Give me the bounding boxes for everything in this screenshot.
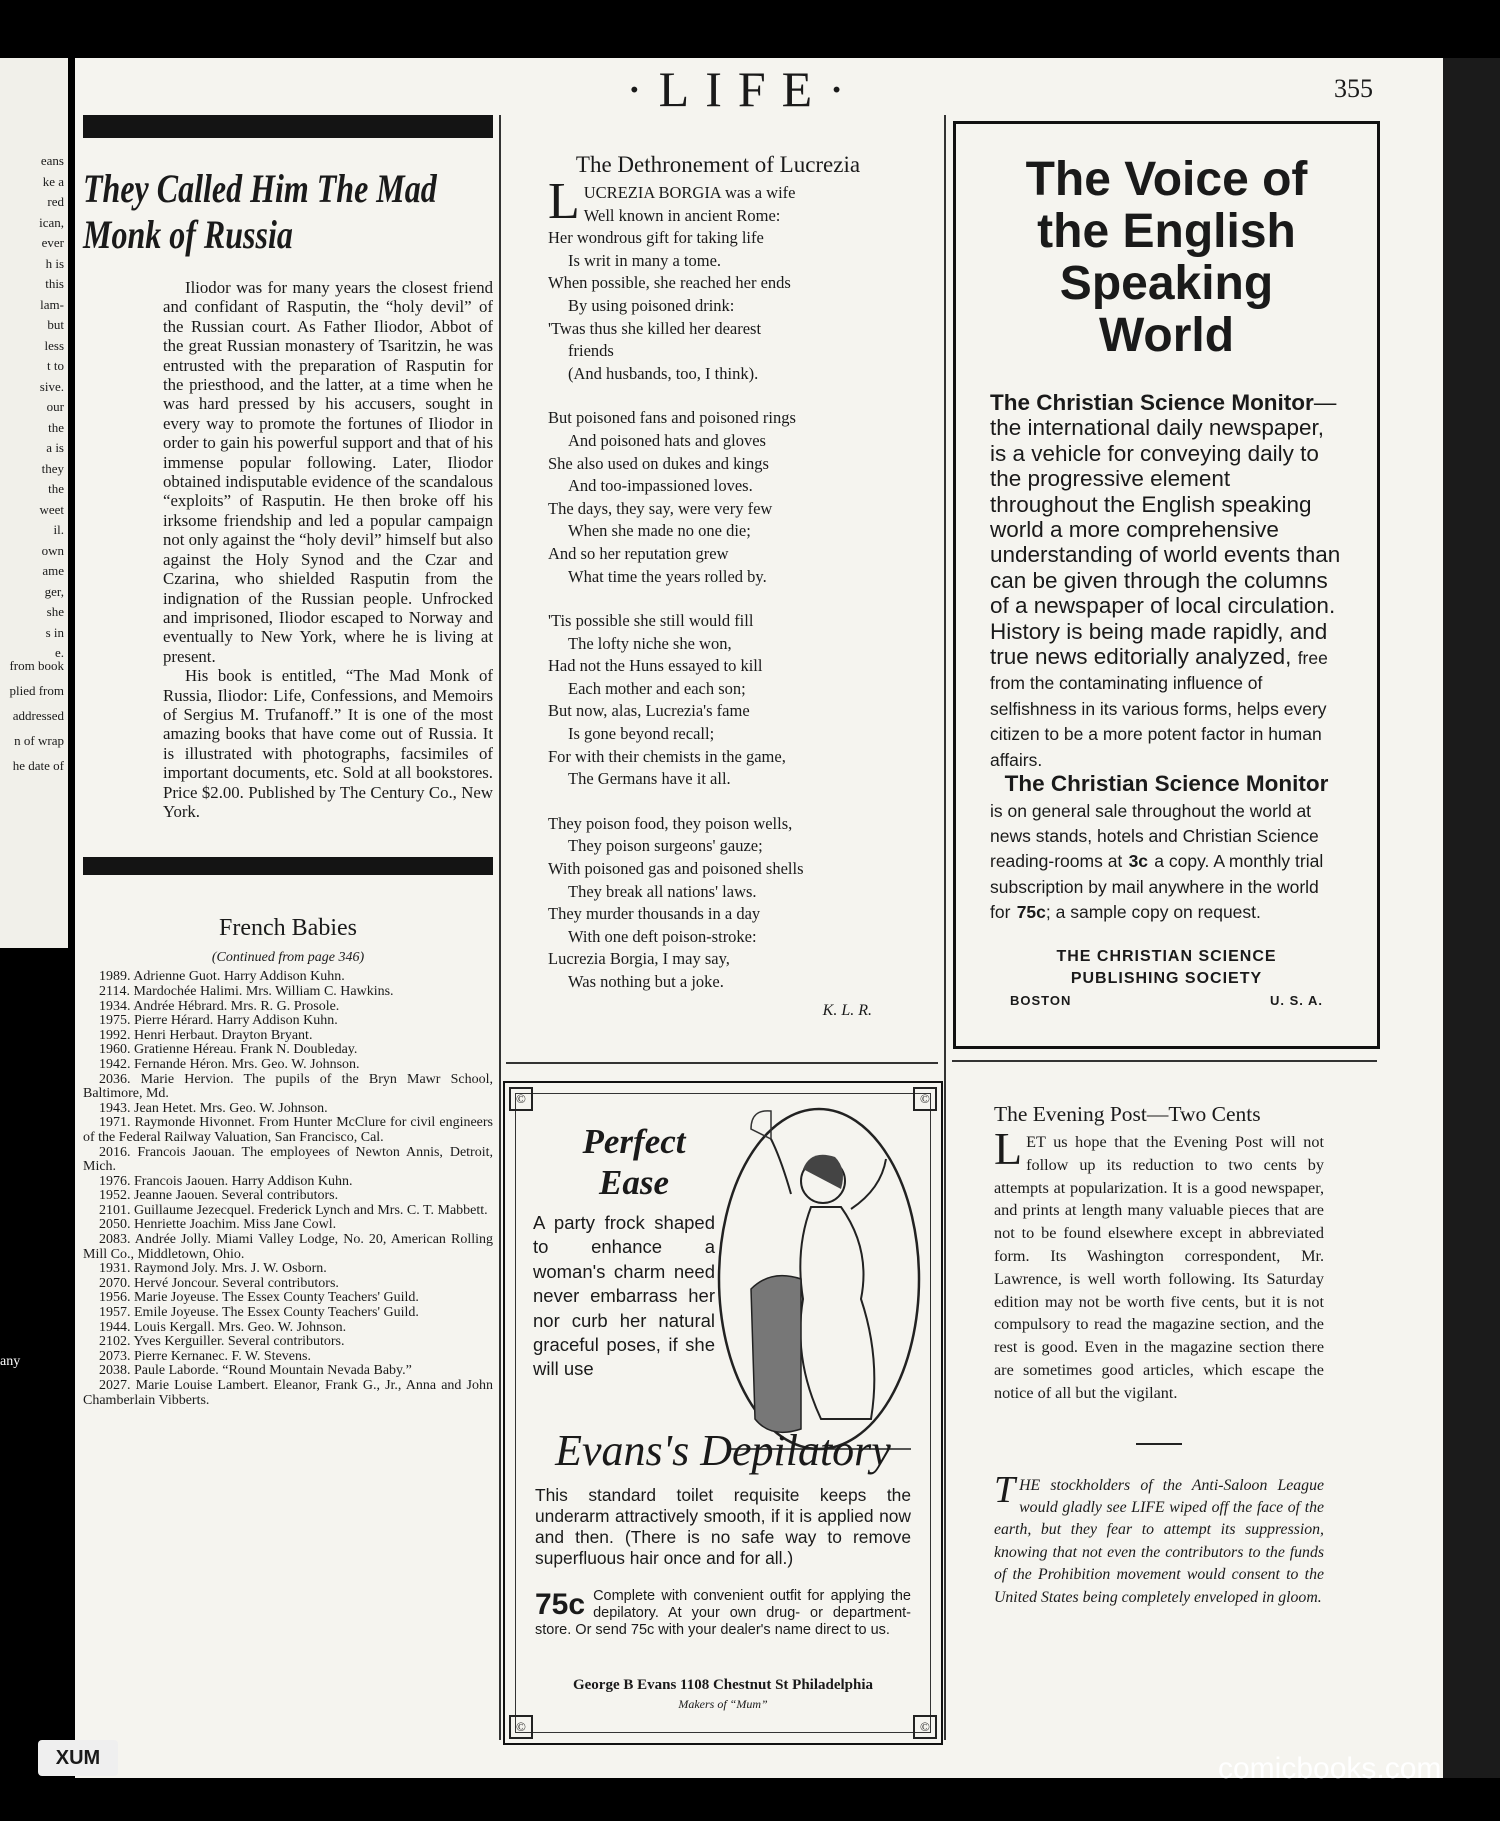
fragment-text: ame	[42, 563, 64, 578]
list-item: 2038. Paule Laborde. “Round Mountain Nevada Baby.”	[99, 1363, 412, 1379]
fragment-text: addressed	[12, 708, 64, 723]
ad-body	[990, 390, 1343, 924]
section-subtitle: (Continued from page 346)	[211, 950, 365, 966]
section-rule	[506, 1062, 938, 1064]
poem-line: friends	[568, 341, 614, 361]
list-item: 2036. Marie Hervion. The pupils of the Bryn Mawr School, Baltimore, Md.	[83, 1071, 493, 1102]
list-item: 1960. Gratienne Héreau. Frank N. Doubleday.	[99, 1042, 358, 1058]
fragment-text: lam-	[40, 296, 64, 312]
list-item: 1957. Emile Joyeuse. The Essex County Teachers' Guild.	[99, 1305, 419, 1321]
poem-line: They murder thousands in a day	[548, 904, 761, 924]
list-item: 1976. Francois Jaouen. Harry Addison Kuhn.	[99, 1173, 353, 1189]
article-title: They Called Him The Mad Monk of Russia	[83, 166, 437, 257]
side-label: XUM	[38, 1740, 118, 1776]
list-item: 2027. Marie Louise Lambert. Eleanor, Frank G., Jr., Anna and John Chamberlain Vibberts.	[83, 1378, 493, 1408]
fragment-text: he date of	[12, 758, 64, 773]
fragment-text: less	[44, 337, 64, 353]
poem-stanza	[548, 813, 888, 994]
page-number: 355	[1334, 74, 1373, 103]
ad-price: 3c	[1128, 851, 1149, 872]
ad-bold-text: The Christian Science Monitor	[1004, 771, 1329, 797]
list-item: 1971. Raymonde Hivonnet. From Hunter McClure for civil engineers of the Federal Railway Valuation, San Francisco, Cal.	[83, 1115, 493, 1145]
editorial-title: The Evening Post—Two Cents	[994, 1102, 1261, 1126]
heading-bar	[83, 115, 493, 138]
list-item: 2050. Henriette Joachim. Miss Jane Cowl.	[99, 1217, 337, 1233]
column-rule-2	[944, 115, 946, 1740]
fragment-text: plied from	[9, 683, 64, 698]
watermark-credit: comicbooks.com	[1218, 1752, 1442, 1785]
adjacent-page-fragment	[0, 58, 68, 948]
list-item: 2083. Andrée Jolly. Miami Valley Lodge, No. 20, American Rolling Mill Co., Middletown, Ohio.	[83, 1232, 493, 1262]
ad-brand: Evans's Depilatory	[555, 1426, 891, 1475]
poem-line: By using poisoned drink:	[568, 295, 735, 315]
poem-line: When possible, she reached her ends	[548, 273, 791, 293]
fragment-text: any	[0, 1354, 21, 1369]
poem-line: Well known in ancient Rome:	[583, 205, 781, 225]
poem-line: They poison food, they poison wells,	[548, 813, 793, 833]
fragment-text: il.	[53, 522, 64, 537]
poem-signature: K. L. R.	[822, 1001, 872, 1019]
evans-depilatory-ad	[503, 1081, 943, 1745]
ornament-icon: ©	[509, 1087, 533, 1111]
poem-line: But now, alas, Lucrezia's fame	[548, 701, 750, 721]
fragment-text: n of wrap	[14, 733, 64, 748]
list-item: 2114. Mardochée Halimi. Mrs. William C. Hawkins.	[99, 983, 394, 999]
poem-line: With one deft poison-stroke:	[568, 926, 757, 946]
list-item: 1992. Henri Herbaut. Drayton Bryant.	[99, 1027, 313, 1043]
fragment-text: own	[41, 542, 64, 558]
fragment-text: ger,	[44, 583, 64, 599]
poem-line: 'Tis possible she still would fill	[548, 611, 754, 631]
list-item: 1952. Jeanne Jaouen. Several contributors.	[99, 1188, 339, 1204]
ad-body: This standard toilet requisite keeps the underarm attractively smooth, if it is applied now and then. (There is no safe way to remove superfluous hair once and for all.)	[535, 1485, 911, 1568]
ad-small-text: free from the contaminating influence of selfishness in its various forms, helps every citizen to be a more potent factor in human affairs.	[990, 648, 1328, 770]
poem-line: And poisoned hats and gloves	[568, 430, 766, 450]
fragment-text: but	[47, 317, 64, 332]
poem-line: UCREZIA BORGIA was a wife	[583, 183, 796, 202]
masthead: ·LIFE·	[626, 61, 861, 117]
ad-text: —the international daily newspaper, is a vehicle for conveying daily to the progressive element throughout the English speaking world a more comprehensive understanding of world events than can be given through the columns of a newspaper of local circulation. History is being made rapidly, and true news editorially analyzed,	[990, 390, 1341, 670]
fragment-text: ican,	[39, 214, 64, 230]
ad-publisher	[990, 946, 1343, 1012]
poem-line: 'Twas thus she killed her dearest	[548, 318, 762, 338]
editorial-text: ET us hope that the Evening Post will not follow up its reduction to two cents by attempts at popularization. It is a good newspaper, and prints at length many valuable pieces that are not to be found elsewhere except in abbreviated form. Its Washington correspondent, Mr. Lawrence, is well worth following. Its Saturday edition may not be worth five cents, but it is not compulsory to read the magazine section, and the rest is good. Even in the magazine section there are sometimes good articles, which escape the notice of all but the vigilant.	[994, 1133, 1324, 1402]
drop-cap: L	[548, 173, 580, 230]
fragment-text: sive.	[39, 378, 64, 394]
poem-title: The Dethronement of Lucrezia	[575, 152, 861, 177]
list-item: 1989. Adrienne Guot. Harry Addison Kuhn.	[99, 969, 345, 985]
poem-line: The lofty niche she won,	[568, 633, 732, 653]
christian-science-monitor-ad	[953, 121, 1380, 1049]
publisher-line: PUBLISHING SOCIETY	[1070, 969, 1263, 987]
poem-line: What time the years rolled by.	[568, 566, 767, 586]
ad-makers-of: Makers of “Mum”	[678, 1697, 768, 1711]
fragment-text: the	[48, 481, 64, 496]
fragment-text: the	[48, 419, 64, 435]
babies-list	[83, 970, 493, 1408]
fragment-text: weet	[39, 501, 64, 517]
fragment-text: eans	[40, 153, 64, 168]
anti-saloon-note	[994, 1468, 1324, 1609]
divider	[1136, 1443, 1182, 1445]
publisher-country: U. S. A.	[1269, 992, 1323, 1008]
ornament-icon: ©	[509, 1715, 533, 1739]
mad-monk-article	[83, 115, 493, 1408]
poem-line: Her wondrous gift for taking life	[548, 228, 764, 248]
poem-line: When she made no one die;	[568, 521, 751, 541]
ad-price-note: Complete with convenient outfit for applying the depilatory. At your own drug- or department-store. Or send 75c with your dealer's name direct to us.	[535, 1588, 911, 1638]
poem-line: The Germans have it all.	[568, 769, 731, 789]
poem-line: They break all nations' laws.	[568, 881, 757, 901]
ornament-icon: ©	[913, 1715, 937, 1739]
poem-line: She also used on dukes and kings	[548, 453, 769, 473]
section-rule	[952, 1060, 1377, 1062]
poem-line: (And husbands, too, I think).	[568, 363, 759, 383]
fragment-text: e.	[54, 645, 64, 660]
poem-line: Was nothing but a joke.	[568, 972, 724, 991]
publisher-line: THE CHRISTIAN SCIENCE	[1056, 947, 1277, 965]
article-paragraph: Iliodor was for many years the closest friend and confidant of Rasputin, the “holy devil” of the Russian court. As Father Iliodor, Abbot of the great Russian monastery of Tsaritzin, he was entrusted with the preparation of Rasputin for the priesthood, and the latter, at a time when he was hard pressed by his accusers, sought in every way to promote the fortunes of Iliodor in order to gain his powerful support and that of his immense popular following. Later, Iliodor obtained indisputable evidence of the scandalous “exploits” of Rasputin. He then broke off his irksome friendship and led a popular campaign not only against the “holy devil” himself but also against the Holy Synod and the Czar and Czarina, who shielded Rasputin from the indignation of the Russian people. Unfrocked and imprisoned, Iliodor escaped to Norway and eventually to New York, where he is living at present.	[163, 278, 493, 666]
fragment-text: ke a	[42, 173, 64, 189]
note-text: HE stockholders of the Anti-Saloon League would gladly see LIFE wiped off the face of the earth, but they fear to attempt its suppression, knowing that not even the contributors to the funds of the Prohibition movement would consent to the United States being completely enveloped in gloom.	[994, 1476, 1324, 1606]
ad-headline: The Voice of the English Speaking World	[1025, 153, 1308, 362]
fragment-text: red	[47, 194, 64, 209]
fragment-text: t to	[47, 358, 64, 373]
fragment-text: this	[45, 276, 64, 291]
column-rule-1	[499, 115, 501, 1740]
poem-line: They poison surgeons' gauze;	[568, 836, 763, 856]
drop-cap: T	[994, 1468, 1016, 1511]
fragment-text: she	[46, 604, 64, 619]
poem-stanza	[548, 610, 888, 791]
ad-maker: George B Evans 1108 Chestnut St Philadelphia	[572, 1677, 874, 1693]
poem-line: Each mother and each son;	[568, 678, 746, 698]
list-item: 1944. Louis Kergall. Mrs. Geo. W. Johnson.	[99, 1319, 347, 1335]
article-paragraph: His book is entitled, “The Mad Monk of Russia, Iliodor: Life, Confessions, and Memoirs of Sergius M. Trufanoff.” It is one of the most amazing books that have come out of Russia. It is illustrated with photographs, facsimiles of important documents, etc. Sold at all bookstores. Price $2.00. Published by The Century Co., New York.	[163, 666, 493, 821]
list-item: 1942. Fernande Héron. Mrs. Geo. W. Johnson.	[99, 1056, 360, 1072]
poem-stanza	[548, 173, 888, 385]
ad-text: ; a sample copy on request.	[1045, 902, 1261, 923]
poem-line: With poisoned gas and poisoned shells	[548, 859, 804, 879]
poem-line: For with their chemists in the game,	[548, 746, 786, 766]
ad-price-block	[535, 1588, 911, 1639]
fragment-text: from book	[9, 658, 64, 673]
editorial-body	[994, 1123, 1324, 1405]
ornament-icon: ©	[913, 1087, 937, 1111]
list-item: 2073. Pierre Kernanec. F. W. Stevens.	[99, 1348, 311, 1364]
article-body	[163, 278, 493, 821]
heading-bar	[83, 857, 493, 875]
poem-line: Is writ in many a tome.	[568, 250, 722, 270]
fragment-text: s in	[45, 624, 64, 640]
ad-text: a copy. A monthly trial subscription by mail anywhere in the world for	[990, 851, 1324, 923]
poem-line: Is gone beyond recall;	[568, 724, 715, 744]
list-item: 2070. Hervé Joncour. Several contributors.	[99, 1275, 339, 1291]
fragment-text: a is	[46, 440, 64, 455]
ad-bold-text: The Christian Science Monitor	[990, 390, 1314, 415]
ad-price: 75c	[1016, 902, 1046, 923]
list-item: 1934. Andrée Hébrard. Mrs. R. G. Prosole.	[99, 998, 340, 1014]
scan-border	[1443, 58, 1500, 1778]
poem-line: And too-impassioned loves.	[568, 476, 753, 496]
editorial-notes	[994, 1102, 1324, 1609]
poem-body	[548, 173, 888, 994]
list-item: 1975. Pierre Hérard. Harry Addison Kuhn.	[99, 1013, 338, 1029]
poem-line: Had not the Huns essayed to kill	[548, 656, 763, 676]
list-item: 1943. Jean Hetet. Mrs. Geo. W. Johnson.	[99, 1100, 328, 1116]
list-item: 2016. Francois Jaouan. The employees of Newton Annis, Detroit, Mich.	[83, 1144, 493, 1175]
drop-cap: L	[994, 1123, 1023, 1174]
list-item: 1956. Marie Joyeuse. The Essex County Teachers' Guild.	[99, 1290, 419, 1306]
list-item: 2102. Yves Kerguiller. Several contributors.	[99, 1334, 345, 1350]
poem-stanza	[548, 407, 888, 588]
poem	[548, 152, 888, 1020]
ad-text: is on general sale throughout the world at news stands, hotels and Christian Science reading-rooms at	[990, 800, 1319, 872]
publisher-city: BOSTON	[1010, 992, 1072, 1008]
list-item: 2101. Guillaume Jezecquel. Frederick Lynch and Mrs. C. T. Mabbett.	[99, 1202, 488, 1218]
ad-headline: Perfect Ease	[582, 1122, 686, 1202]
fragment-text: they	[41, 460, 64, 476]
poem-line: Lucrezia Borgia, I may say,	[548, 949, 730, 969]
ad-price: 75c	[535, 1588, 586, 1621]
list-item: 1931. Raymond Joly. Mrs. J. W. Osborn.	[99, 1261, 327, 1277]
fragment-text: our	[46, 399, 64, 414]
fragment-text: h is	[45, 255, 64, 271]
ad-copy: A party frock shaped to enhance a woman's charm need never embarrass her nor curb her natural graceful poses, if she will use	[533, 1212, 715, 1380]
section-title: French Babies	[219, 915, 357, 942]
poem-line: And so her reputation grew	[548, 543, 729, 563]
fragment-text: ever	[41, 235, 64, 250]
poem-line: The days, they say, were very few	[548, 498, 773, 518]
poem-line: But poisoned fans and poisoned rings	[548, 408, 796, 428]
